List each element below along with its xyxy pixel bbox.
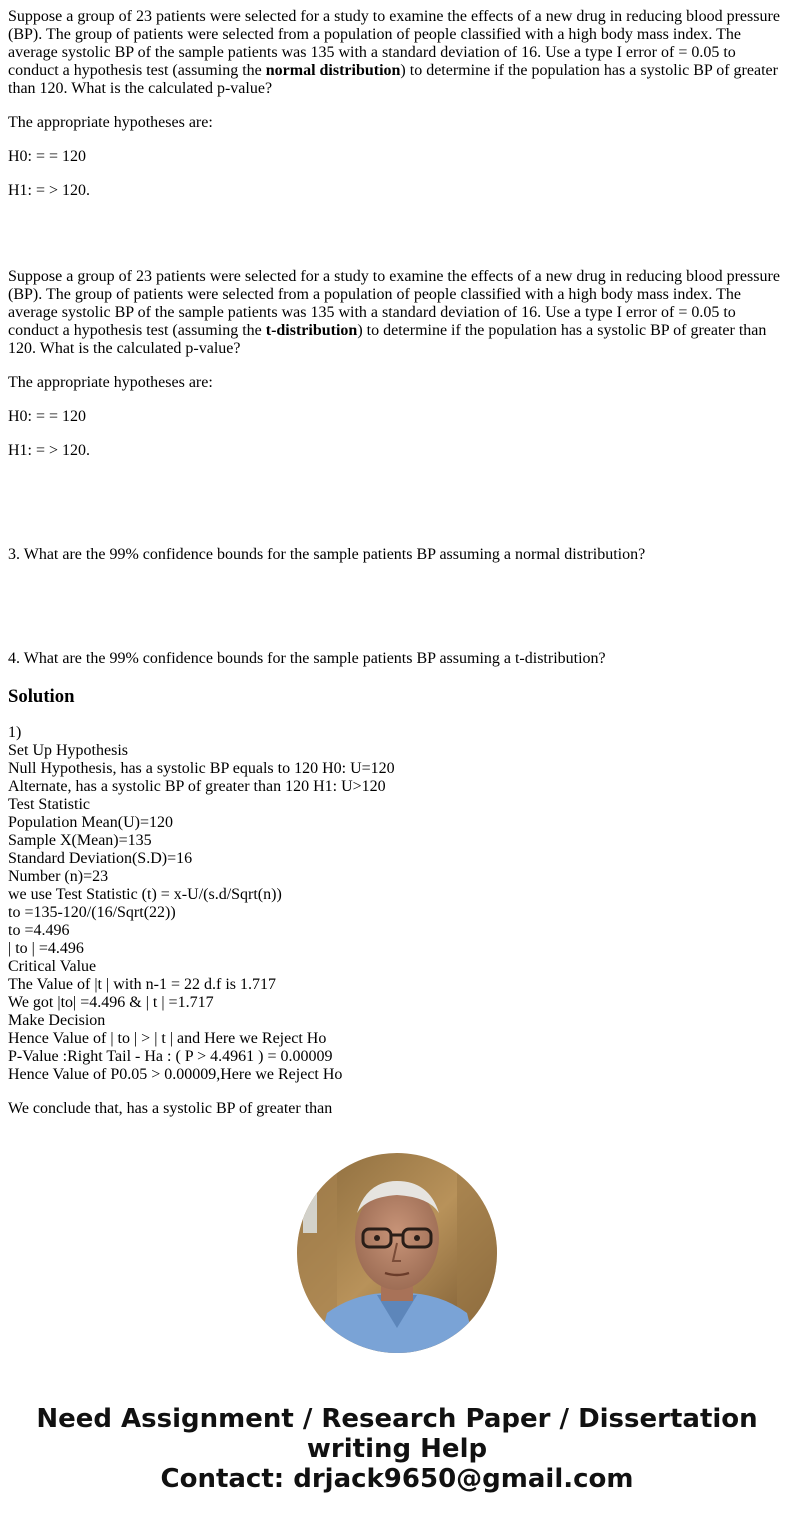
solution-line: We got |to| =4.496 & | t | =1.717 [8,994,214,1011]
solution-line: Hence Value of | to | > | t | and Here we Reject Ho [8,1030,327,1047]
solution-line: Make Decision [8,1012,106,1029]
solution-conclusion: We conclude that, has a systolic BP of greater than [8,1100,333,1117]
question-2-text [8,268,786,358]
solution-line: The Value of |t | with n-1 = 22 d.f is 1.717 [8,976,276,993]
solution-line: Set Up Hypothesis [8,742,128,759]
question-4 [8,650,786,668]
question-2-text-after: ) to determine if the population has a systolic BP of greater than 120. What is the calculated p-value? [8,322,767,357]
question-1 [8,8,786,200]
solution-line: Population Mean(U)=120 [8,814,173,831]
author-photo [297,1153,497,1353]
author-avatar [297,1153,497,1353]
question-2-null-hypothesis: H0: = = 120 [8,408,87,425]
question-2-hypotheses-intro: The appropriate hypotheses are: [8,374,213,391]
solution-line: 1) [8,724,22,741]
banner-contact-email[interactable]: Contact: drjack9650@gmail.com [160,1464,634,1494]
question-2 [8,268,786,460]
question-1-null-hypothesis: H0: = = 120 [8,148,87,165]
question-1-text-before: Suppose a group of 23 patients were selected for a study to examine the effects of a new drug in reducing blood pressure (BP). The group of patients were selected from a population of people classified with a high body mass index. The average systolic BP of the sample patients was 135 with a standard deviation of 16. Use a type I error of = 0.05 to conduct a hypothesis test (assuming the [8,8,780,79]
solution-line: Hence Value of P0.05 > 0.00009,Here we Reject Ho [8,1066,343,1083]
question-1-bold-term: normal distribution [265,62,401,79]
solution-steps [8,724,786,1084]
question-1-hypotheses-intro: The appropriate hypotheses are: [8,114,213,131]
solution-line: Number (n)=23 [8,868,109,885]
question-1-alternate-hypothesis: H1: = > 120. [8,182,91,199]
question-2-bold-term: t-distribution [265,322,358,339]
question-4-text: 4. What are the 99% confidence bounds for the sample patients BP assuming a t-distribution? [8,650,606,667]
solution-line: Null Hypothesis, has a systolic BP equals to 120 H0: U=120 [8,760,395,777]
banner-line-2: writing Help [306,1434,488,1464]
solution-line: P-Value :Right Tail - Ha : ( P > 4.4961 ) = 0.00009 [8,1048,333,1065]
question-3 [8,546,786,564]
solution-line: Test Statistic [8,796,90,813]
question-2-alternate-hypothesis: H1: = > 120. [8,442,91,459]
help-banner [0,1404,794,1494]
solution-line: | to | =4.496 [8,940,84,957]
banner-line-1: Need Assignment / Research Paper / Dissertation [36,1404,758,1434]
question-3-text: 3. What are the 99% confidence bounds for the sample patients BP assuming a normal distribution? [8,546,646,563]
solution-line: Sample X(Mean)=135 [8,832,152,849]
solution-line: Alternate, has a systolic BP of greater than 120 H1: U>120 [8,778,386,795]
solution-line: Critical Value [8,958,97,975]
solution-heading: Solution [8,686,75,707]
question-1-text-after: ) to determine if the population has a systolic BP of greater than 120. What is the calculated p-value? [8,62,778,97]
solution-line: to =4.496 [8,922,70,939]
solution-line: Standard Deviation(S.D)=16 [8,850,193,867]
solution-line: we use Test Statistic (t) = x-U/(s.d/Sqrt(n)) [8,886,282,903]
question-1-text [8,8,786,98]
solution-line: to =135-120/(16/Sqrt(22)) [8,904,176,921]
question-2-text-before: Suppose a group of 23 patients were selected for a study to examine the effects of a new drug in reducing blood pressure (BP). The group of patients were selected from a population of people classified with a high body mass index. The average systolic BP of the sample patients was 135 with a standard deviation of 16. Use a type I error of = 0.05 to conduct a hypothesis test (assuming the [8,268,780,339]
